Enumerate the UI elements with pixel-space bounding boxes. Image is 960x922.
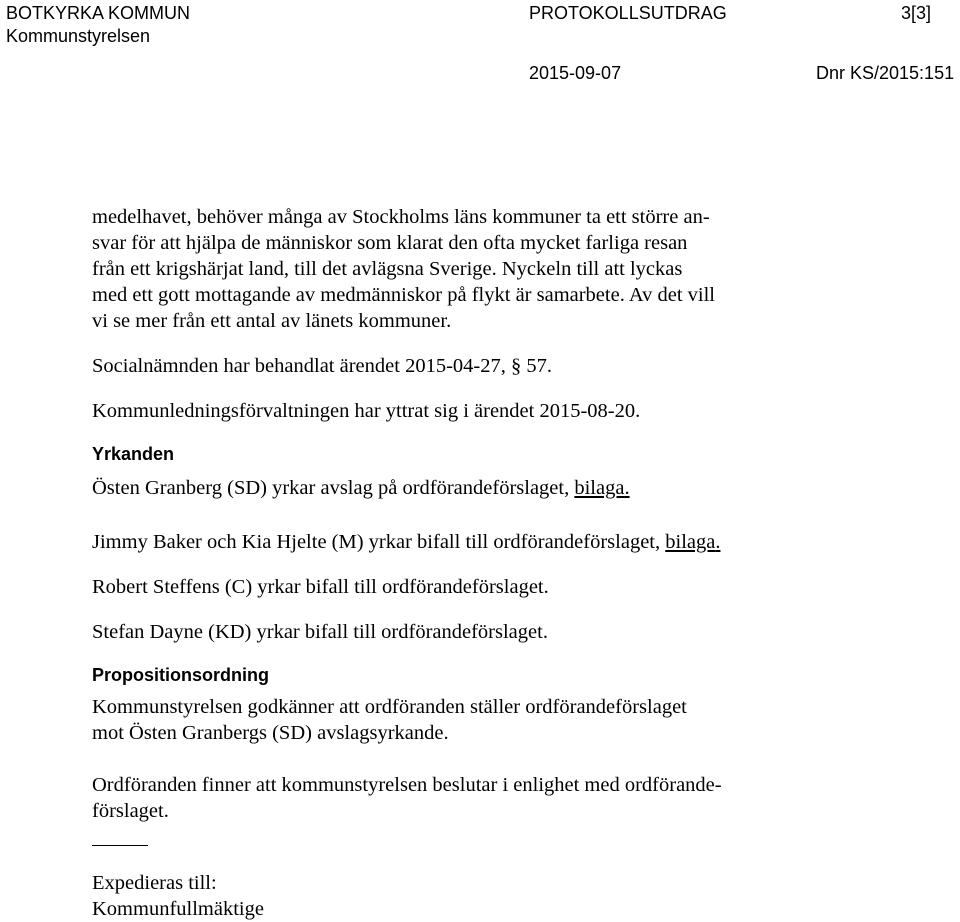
diary-number: Dnr KS/2015:151 — [816, 63, 955, 83]
text-line: mot Östen Granbergs (SD) avslagsyrkande. — [92, 722, 449, 744]
body-name: Kommunstyrelsen — [6, 26, 151, 46]
text-line: Ordföranden finner att kommunstyrelsen beslutar i enlighet med ordförande- — [92, 774, 722, 796]
text-line: från ett krigshärjat land, till det avlägsna Sverige. Nyckeln till att lyckas — [92, 258, 683, 280]
decision-paragraph — [92, 772, 832, 824]
yrkande-item: Stefan Dayne (KD) yrkar bifall till ordförandeförslaget. — [92, 621, 548, 643]
yrkande-item: Robert Steffens (C) yrkar bifall till ordförandeförslaget. — [92, 576, 549, 598]
yrkande-item — [92, 475, 832, 501]
expedieras-block — [92, 870, 832, 922]
forvaltning-paragraph: Kommunledningsförvaltningen har yttrat sig i ärendet 2015-08-20. — [92, 400, 641, 422]
text-line: Kommunstyrelsen godkänner att ordföranden ställer ordförandeförslaget — [92, 696, 687, 718]
yrkanden-heading: Yrkanden — [92, 444, 175, 464]
proposition-paragraph — [92, 694, 832, 746]
document-type: PROTOKOLLSUTDRAG — [529, 3, 727, 23]
bilaga-link[interactable]: bilaga — [665, 531, 716, 553]
text-line: förslaget. — [92, 800, 169, 822]
propositionsordning-heading: Propositionsordning — [92, 665, 269, 685]
social-paragraph: Socialnämnden har behandlat ärendet 2015-04-27, § 57. — [92, 355, 552, 377]
text-line: svar för att hjälpa de människor som klarat den ofta mycket farliga resan — [92, 232, 688, 254]
separator-rule — [92, 845, 148, 846]
text-line: vi se mer från ett antal av länets kommuner. — [92, 310, 452, 332]
expedieras-label: Expedieras till: — [92, 872, 217, 894]
text-line: med ett gott mottagande av medmänniskor på flykt är samarbete. Av det vill — [92, 284, 715, 306]
yrkande-end: . — [624, 477, 630, 499]
meeting-date: 2015-09-07 — [529, 63, 622, 83]
intro-paragraph — [92, 204, 832, 334]
bilaga-link[interactable]: bilaga — [574, 477, 625, 499]
text-line: medelhavet, behöver många av Stockholms läns kommuner ta ett större an- — [92, 206, 710, 228]
expedieras-recipient: Kommunfullmäktige — [92, 898, 264, 920]
yrkande-item — [92, 529, 832, 555]
page-number: 3[3] — [901, 3, 932, 23]
org-name: BOTKYRKA KOMMUN — [6, 3, 191, 23]
yrkande-end: . — [715, 531, 721, 553]
yrkande-text: Jimmy Baker och Kia Hjelte (M) yrkar bifall till ordförandeförslaget, — [92, 531, 666, 553]
yrkande-text: Östen Granberg (SD) yrkar avslag på ordförandeförslaget, — [92, 477, 575, 499]
